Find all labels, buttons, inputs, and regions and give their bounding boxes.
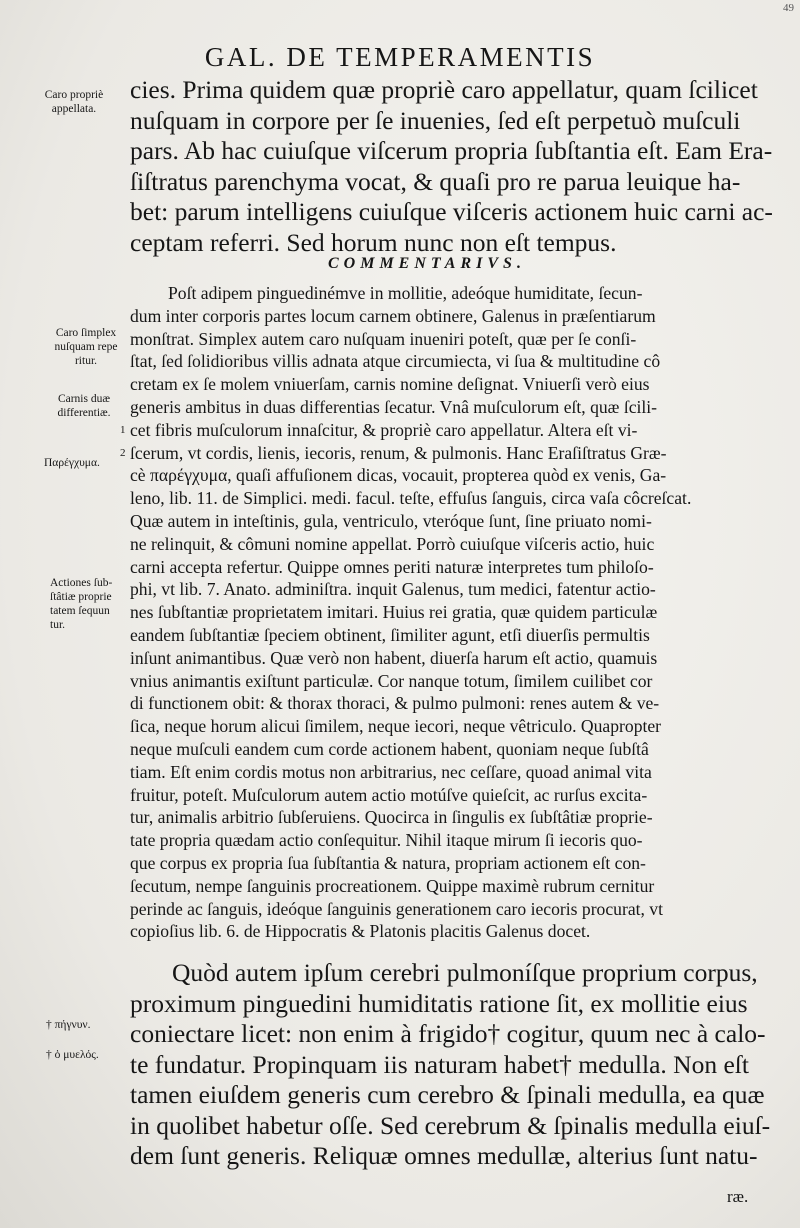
commentary-line: que corpus ex propria ſua ſubſtantia & natura, propriam actionem eſt con- (130, 852, 646, 873)
commentary-line: copioſius lib. 6. de Hippocratis & Platonis placitis Galenus docet. (130, 921, 591, 942)
margin-note (46, 1018, 126, 1032)
commentary-line: Poſt adipem pinguedinémve in mollitie, adeóque humiditate, ſecun- (168, 283, 643, 303)
text-line: coniectare licet: non enim à frigido† cogitur, quum nec à calo- (130, 1019, 766, 1048)
commentary-line: monſtrat. Simplex autem caro nuſquam inueniri poteſt, quæ per ſe conſi- (130, 328, 637, 349)
margin-note-line: nuſquam repe (54, 341, 118, 353)
margin-note (44, 456, 128, 470)
text-line: te fundatur. Propinquam iis naturam habet† medulla. Non eſt (130, 1049, 749, 1079)
commentary-line: di functionem obit: & thorax thoraci, & pulmo pulmoni: renes autem & ve- (130, 693, 660, 714)
margin-note-line: Παρέγχυμα. (44, 457, 100, 469)
commentary-line: cretam ex ſe molem vniuerſam, carnis nomine deſignat. Vniuerſi verò eius (130, 374, 650, 395)
margin-marker: 1 (120, 424, 126, 436)
margin-marker: 2 (120, 447, 126, 459)
commentary-line: eandem ſubſtantiæ ſpeciem obtinent, ſimiliter agunt, etſi diuerſis permultis (130, 624, 650, 645)
commentary-line: neque muſculi eandem cum corde actionem habent, quoniam neque ſubſtâ (130, 738, 649, 759)
commentary-line: carni accepta refertur. Quippe omnes periti naturæ interpretes tum philoſo- (130, 556, 654, 577)
page-number: 49 (783, 2, 794, 14)
margin-note-line: Caro propriè (44, 89, 104, 101)
commentary-line: tate propria quædam actio conſequitur. Nihil itaque mirum ſi iecoris quo- (130, 830, 643, 851)
commentary-line: ſcerum, vt cordis, lienis, iecoris, renum, & pulmonis. Hanc Eraſiſtratus Græ- (130, 442, 667, 463)
margin-note-line: Caro ſimplex (55, 327, 117, 339)
commentary-line: phi, vt lib. 7. Anato. adminiſtra. inquit Galenus, tum medici, fatentur actio- (130, 579, 656, 600)
commentary-line: ſecutum, nempe ſanguinis procreationem. Quippe maximè rubrum cernitur (130, 875, 655, 896)
margin-note (40, 392, 128, 420)
margin-note (46, 1048, 126, 1062)
commentary-line: Quæ autem in inteſtinis, gula, ventriculo, vteróque ſunt, ſine priuato nomi- (130, 510, 652, 531)
commentary-line: cè παρέγχυμα, quaſi affuſionem dicas, vocauit, propterea quòd ex venis, Ga- (130, 465, 667, 486)
commentary-line: tur, animalis arbitrio ſubſeruiens. Quocirca in ſingulis ex ſubſtâtiæ proprie- (130, 807, 653, 828)
commentary-line: tiam. Eſt enim cordis motus non arbitrarius, nec ceſſare, quoad animal vita (130, 761, 652, 782)
commentary-line: fruitur, poteſt. Muſculorum autem actio motúſve quieſcit, ac rurſus excita- (130, 784, 648, 805)
margin-note-line: † πήγνυν. (46, 1019, 91, 1031)
text-line: dem ſunt generis. Reliquæ omnes medullæ, alterius ſunt natu- (130, 1141, 758, 1170)
margin-note (50, 576, 130, 632)
text-line: bet: parum intelligens cuiuſque viſceris actionem huic carni ac- (130, 197, 773, 226)
main-text-block-1 (130, 75, 773, 258)
margin-note-line: Carnis duæ (57, 393, 111, 405)
commentary-heading: COMMENTARIVS. (328, 255, 526, 272)
commentary-line: ne relinquit, & cômuni nomine appellat. Porrò cuiuſque viſceris actio, huic (130, 533, 655, 554)
text-line: proximum pinguedini humiditatis ratione ſit, ex mollitie eius (130, 988, 748, 1018)
commentary-line: perinde ac ſanguis, ideóque ſanguinis generationem caro iecoris procurat, vt (130, 898, 663, 919)
text-line: nuſquam in corpore per ſe inuenies, ſed eſt perpetuò muſculi (130, 105, 741, 135)
text-line: tamen eiuſdem generis cum cerebro & ſpinali medulla, ea quæ (130, 1080, 765, 1109)
text-line: ſiſtratus parenchyma vocat, & quaſi pro re parua leuique ha- (130, 166, 741, 196)
catchword: ræ. (727, 1187, 749, 1206)
margin-note-line: ſtâtiæ proprie (50, 591, 112, 603)
margin-note-line: differentiæ. (57, 407, 111, 419)
margin-note-line: tatem ſequun (50, 605, 110, 617)
text-line: ceptam referri. Sed horum nunc non eſt tempus. (130, 227, 617, 257)
commentary-line: ſtat, ſed ſolidioribus villis adnata atque circumiecta, vi ſua & multitudine cô (130, 351, 661, 372)
margin-note (24, 88, 124, 116)
main-text-block-2 (130, 958, 770, 1172)
margin-note-line: appellata. (51, 103, 97, 115)
margin-note-line: tur. (50, 619, 66, 631)
text-line: in quolibet habetur oſſe. Sed cerebrum & ſpinalis medulla eiuſ- (130, 1110, 771, 1140)
commentary-line: vnius animantis exiſtunt particulæ. Cor nanque totum, ſimilem cuilibet cor (130, 670, 653, 691)
margin-note-line: † ὁ μυελός. (46, 1049, 99, 1061)
commentary-line: leno, lib. 11. de Simplici. medi. facul. teſte, effuſus ſanguis, circa vaſa côcreſcat. (130, 488, 692, 509)
running-header: GAL. DE TEMPERAMENTIS (204, 42, 596, 72)
commentary-line: dum inter corporis partes locum carnem obtinere, Galenus in præſentiarum (130, 305, 656, 326)
commentary-line: generis ambitus in duas differentias ſecatur. Vnâ muſculorum eſt, quæ ſcili- (130, 396, 658, 417)
commentary-line: inſunt animantibus. Quæ verò non habent, diuerſa harum eſt actio, quamuis (130, 647, 658, 668)
text-line: cies. Prima quidem quæ propriè caro appellatur, quam ſcilicet (130, 75, 758, 104)
commentary-line: nes ſubſtantiæ proprietatem imitari. Huius rei gratia, quæ quidem particulæ (130, 602, 658, 623)
text-line: pars. Ab hac cuiuſque viſcerum propria ſubſtantia eſt. Eam Era- (130, 136, 773, 165)
commentary-line: ſica, neque horum alicui ſimilem, neque iecori, neque vêtriculo. Quapropter (130, 716, 662, 737)
margin-note-line: Actiones ſub- (50, 577, 113, 589)
text-line: Quòd autem ipſum cerebri pulmoníſque proprium corpus, (172, 958, 758, 987)
margin-note (44, 326, 128, 368)
margin-note-line: ritur. (74, 355, 98, 367)
commentary-block (130, 282, 770, 943)
commentary-line: cet fibris muſculorum innaſcitur, & propriè caro appellatur. Altera eſt vi- (130, 419, 638, 440)
